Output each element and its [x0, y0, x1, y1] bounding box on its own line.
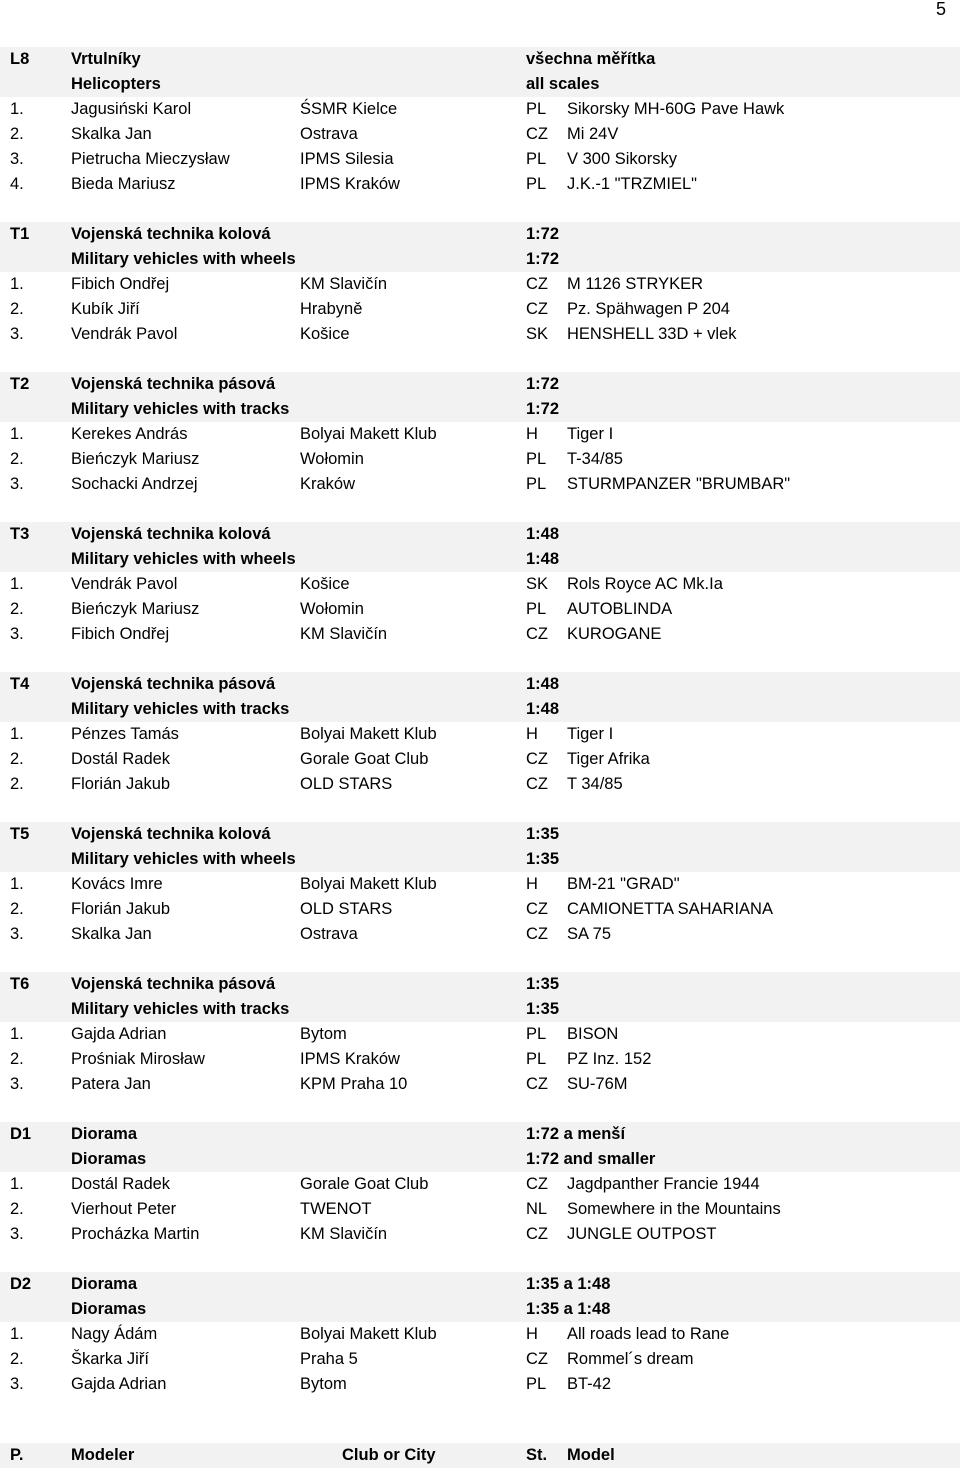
- result-place: 2.: [10, 450, 24, 468]
- result-place: 2.: [10, 900, 24, 918]
- result-country: PL: [526, 175, 547, 193]
- result-row: [0, 922, 960, 947]
- result-country: SK: [526, 575, 549, 593]
- result-row: [0, 722, 960, 747]
- result-club: Košice: [300, 325, 350, 343]
- result-country: H: [526, 875, 538, 893]
- category-title-cz: Vrtulníky: [71, 50, 141, 68]
- result-model: M 1126 STRYKER: [567, 275, 704, 293]
- result-model: T-34/85: [567, 450, 623, 468]
- category-title-cz: Vojenská technika kolová: [71, 825, 271, 843]
- result-modeler: Kovács Imre: [71, 875, 163, 893]
- result-place: 3.: [10, 625, 24, 643]
- result-modeler: Vierhout Peter: [71, 1200, 177, 1218]
- result-club: IPMS Kraków: [300, 175, 400, 193]
- result-modeler: Skalka Jan: [71, 925, 152, 943]
- category-scale-cz: 1:72 a menší: [526, 1125, 626, 1143]
- result-club: OLD STARS: [300, 775, 393, 793]
- result-place: 2.: [10, 300, 24, 318]
- category-title-en: Military vehicles with tracks: [71, 400, 290, 418]
- result-modeler: Bieńczyk Mariusz: [71, 450, 200, 468]
- category-subheader: [0, 547, 960, 572]
- legend-modeler: Modeler: [71, 1446, 135, 1464]
- category-code: T1: [10, 225, 30, 243]
- result-model: V 300 Sikorsky: [567, 150, 678, 168]
- category-title-en: Military vehicles with wheels: [71, 250, 296, 268]
- category-header: [0, 972, 960, 997]
- result-model: BISON: [567, 1025, 619, 1043]
- result-model: J.K.-1 "TRZMIEL": [567, 175, 697, 193]
- result-modeler: Gajda Adrian: [71, 1375, 167, 1393]
- result-country: CZ: [526, 750, 548, 768]
- result-country: PL: [526, 600, 547, 618]
- result-model: SA 75: [567, 925, 612, 943]
- category-code: T2: [10, 375, 30, 393]
- category-t6: [0, 972, 960, 1097]
- result-country: H: [526, 725, 538, 743]
- result-model: Mi 24V: [567, 125, 619, 143]
- result-place: 4.: [10, 175, 24, 193]
- result-club: KM Slavičín: [300, 625, 388, 643]
- result-modeler: Fibich Ondřej: [71, 275, 170, 293]
- category-subheader: [0, 1297, 960, 1322]
- result-club: KM Slavičín: [300, 1225, 388, 1243]
- category-scale-cz: 1:48: [526, 675, 560, 693]
- result-row: [0, 1072, 960, 1097]
- result-modeler: Bieńczyk Mariusz: [71, 600, 200, 618]
- category-scale-cz: 1:48: [526, 525, 560, 543]
- result-club: Bolyai Makett Klub: [300, 725, 437, 743]
- result-modeler: Jagusiński Karol: [71, 100, 192, 118]
- result-country: CZ: [526, 625, 548, 643]
- result-model: CAMIONETTA SAHARIANA: [567, 900, 773, 918]
- result-model: SU-76M: [567, 1075, 628, 1093]
- result-row: [0, 1047, 960, 1072]
- result-model: PZ Inz. 152: [567, 1050, 652, 1068]
- category-title-cz: Vojenská technika pásová: [71, 675, 276, 693]
- result-modeler: Sochacki Andrzej: [71, 475, 198, 493]
- category-scale-en: 1:48: [526, 700, 560, 718]
- result-place: 1.: [10, 1325, 24, 1343]
- legend-model: Model: [567, 1446, 615, 1464]
- result-row: [0, 1372, 960, 1397]
- result-place: 3.: [10, 1375, 24, 1393]
- category-t2: [0, 372, 960, 497]
- category-title-cz: Vojenská technika kolová: [71, 225, 271, 243]
- result-row: [0, 147, 960, 172]
- result-place: 3.: [10, 150, 24, 168]
- result-country: CZ: [526, 300, 548, 318]
- category-t4: [0, 672, 960, 797]
- result-modeler: Vendrák Pavol: [71, 575, 178, 593]
- category-header: [0, 222, 960, 247]
- result-row: [0, 747, 960, 772]
- result-modeler: Prośniak Mirosław: [71, 1050, 205, 1068]
- result-club: Ostrava: [300, 125, 358, 143]
- result-model: All roads lead to Rane: [567, 1325, 730, 1343]
- result-club: Hrabyně: [300, 300, 363, 318]
- category-subheader: [0, 697, 960, 722]
- result-club: OLD STARS: [300, 900, 393, 918]
- result-club: Gorale Goat Club: [300, 750, 429, 768]
- category-scale-cz: 1:35 a 1:48: [526, 1275, 611, 1293]
- result-modeler: Dostál Radek: [71, 750, 171, 768]
- result-country: CZ: [526, 775, 548, 793]
- category-title-en: Military vehicles with tracks: [71, 700, 290, 718]
- result-row: [0, 1222, 960, 1247]
- result-club: Wołomin: [300, 450, 364, 468]
- result-model: BT-42: [567, 1375, 612, 1393]
- category-title-cz: Diorama: [71, 1275, 138, 1293]
- page-number: 5: [936, 0, 947, 19]
- result-club: Bolyai Makett Klub: [300, 875, 437, 893]
- result-place: 2.: [10, 125, 24, 143]
- category-scale-en: 1:35: [526, 850, 560, 868]
- result-club: Bytom: [300, 1375, 347, 1393]
- category-d2: [0, 1272, 960, 1397]
- category-l8: [0, 47, 960, 197]
- result-club: KPM Praha 10: [300, 1075, 408, 1093]
- result-place: 1.: [10, 725, 24, 743]
- result-country: PL: [526, 475, 547, 493]
- result-country: CZ: [526, 900, 548, 918]
- result-modeler: Vendrák Pavol: [71, 325, 178, 343]
- result-place: 1.: [10, 100, 24, 118]
- result-model: AUTOBLINDA: [567, 600, 673, 618]
- result-model: Sikorsky MH-60G Pave Hawk: [567, 100, 785, 118]
- result-model: Somewhere in the Mountains: [567, 1200, 781, 1218]
- result-modeler: Pietrucha Mieczysław: [71, 150, 230, 168]
- result-modeler: Pénzes Tamás: [71, 725, 179, 743]
- result-country: CZ: [526, 1225, 548, 1243]
- result-model: KUROGANE: [567, 625, 662, 643]
- category-subheader: [0, 397, 960, 422]
- result-row: [0, 1197, 960, 1222]
- result-row: [0, 172, 960, 197]
- category-code: D1: [10, 1125, 32, 1143]
- result-model: Pz. Spähwagen P 204: [567, 300, 730, 318]
- category-title-cz: Vojenská technika pásová: [71, 975, 276, 993]
- result-place: 2.: [10, 1200, 24, 1218]
- result-place: 1.: [10, 275, 24, 293]
- result-model: Rols Royce AC Mk.Ia: [567, 575, 723, 593]
- result-country: CZ: [526, 125, 548, 143]
- result-country: CZ: [526, 1350, 548, 1368]
- category-scale-en: 1:72 and smaller: [526, 1150, 656, 1168]
- result-place: 1.: [10, 1025, 24, 1043]
- category-header: [0, 822, 960, 847]
- category-title-cz: Diorama: [71, 1125, 138, 1143]
- result-club: Košice: [300, 575, 350, 593]
- result-model: Rommel´s dream: [567, 1350, 694, 1368]
- result-row: [0, 1322, 960, 1347]
- category-t5: [0, 822, 960, 947]
- legend-club: Club or City: [342, 1446, 436, 1464]
- category-subheader: [0, 997, 960, 1022]
- result-place: 2.: [10, 1050, 24, 1068]
- result-club: IPMS Silesia: [300, 150, 394, 168]
- result-country: H: [526, 425, 538, 443]
- result-club: Gorale Goat Club: [300, 1175, 429, 1193]
- legend-state: St.: [526, 1446, 548, 1464]
- result-model: HENSHELL 33D + vlek: [567, 325, 737, 343]
- result-row: [0, 872, 960, 897]
- result-country: CZ: [526, 1175, 548, 1193]
- category-title-en: Military vehicles with wheels: [71, 850, 296, 868]
- result-model: T 34/85: [567, 775, 623, 793]
- category-d1: [0, 1122, 960, 1247]
- result-club: IPMS Kraków: [300, 1050, 400, 1068]
- result-model: Tiger I: [567, 425, 614, 443]
- category-header: [0, 672, 960, 697]
- result-modeler: Procházka Martin: [71, 1225, 200, 1243]
- result-model: JUNGLE OUTPOST: [567, 1225, 717, 1243]
- category-subheader: [0, 847, 960, 872]
- result-place: 3.: [10, 475, 24, 493]
- category-subheader: [0, 247, 960, 272]
- result-place: 3.: [10, 925, 24, 943]
- category-code: T3: [10, 525, 30, 543]
- result-place: 3.: [10, 325, 24, 343]
- result-modeler: Florián Jakub: [71, 900, 171, 918]
- category-title-en: Military vehicles with tracks: [71, 1000, 290, 1018]
- result-country: PL: [526, 100, 547, 118]
- category-scale-en: 1:35: [526, 1000, 560, 1018]
- column-legend: [0, 1443, 960, 1468]
- category-scale-en: 1:48: [526, 550, 560, 568]
- result-row: [0, 272, 960, 297]
- category-code: L8: [10, 50, 30, 68]
- category-code: D2: [10, 1275, 32, 1293]
- result-club: TWENOT: [300, 1200, 372, 1218]
- result-place: 3.: [10, 1225, 24, 1243]
- result-country: PL: [526, 1375, 547, 1393]
- category-scale-cz: 1:35: [526, 975, 560, 993]
- results-list: [0, 47, 960, 1422]
- result-country: SK: [526, 325, 549, 343]
- result-club: Kraków: [300, 475, 356, 493]
- category-scale-cz: 1:35: [526, 825, 560, 843]
- result-row: [0, 322, 960, 347]
- result-place: 2.: [10, 750, 24, 768]
- category-title-en: Military vehicles with wheels: [71, 550, 296, 568]
- result-row: [0, 422, 960, 447]
- result-row: [0, 1022, 960, 1047]
- category-code: T4: [10, 675, 30, 693]
- category-header: [0, 1122, 960, 1147]
- result-row: [0, 472, 960, 497]
- result-row: [0, 447, 960, 472]
- category-t3: [0, 522, 960, 647]
- result-model: Tiger Afrika: [567, 750, 650, 768]
- result-row: [0, 1347, 960, 1372]
- category-scale-cz: 1:72: [526, 225, 560, 243]
- result-club: ŚSMR Kielce: [300, 100, 398, 118]
- result-model: STURMPANZER "BRUMBAR": [567, 475, 791, 493]
- result-place: 2.: [10, 1350, 24, 1368]
- result-club: Bytom: [300, 1025, 347, 1043]
- result-row: [0, 297, 960, 322]
- result-place: 3.: [10, 1075, 24, 1093]
- result-club: Ostrava: [300, 925, 358, 943]
- category-scale-en: 1:35 a 1:48: [526, 1300, 611, 1318]
- category-scale-en: all scales: [526, 75, 600, 93]
- result-modeler: Nagy Ádám: [71, 1325, 158, 1343]
- category-subheader: [0, 72, 960, 97]
- result-row: [0, 122, 960, 147]
- result-club: Praha 5: [300, 1350, 358, 1368]
- result-row: [0, 572, 960, 597]
- result-modeler: Škarka Jiří: [71, 1350, 149, 1368]
- result-club: KM Slavičín: [300, 275, 388, 293]
- category-scale-cz: 1:72: [526, 375, 560, 393]
- category-scale-cz: všechna měřítka: [526, 50, 656, 68]
- legend-place: P.: [10, 1446, 24, 1464]
- result-place: 1.: [10, 1175, 24, 1193]
- category-code: T5: [10, 825, 30, 843]
- result-club: Wołomin: [300, 600, 364, 618]
- result-row: [0, 772, 960, 797]
- category-title-en: Dioramas: [71, 1150, 147, 1168]
- result-model: Jagdpanther Francie 1944: [567, 1175, 760, 1193]
- result-club: Bolyai Makett Klub: [300, 425, 437, 443]
- result-club: Bolyai Makett Klub: [300, 1325, 437, 1343]
- category-title-cz: Vojenská technika pásová: [71, 375, 276, 393]
- category-t1: [0, 222, 960, 347]
- result-country: PL: [526, 1050, 547, 1068]
- result-country: H: [526, 1325, 538, 1343]
- result-country: CZ: [526, 275, 548, 293]
- result-place: 1.: [10, 425, 24, 443]
- result-country: NL: [526, 1200, 548, 1218]
- result-modeler: Fibich Ondřej: [71, 625, 170, 643]
- result-modeler: Kerekes András: [71, 425, 188, 443]
- result-row: [0, 1172, 960, 1197]
- category-header: [0, 522, 960, 547]
- result-modeler: Florián Jakub: [71, 775, 171, 793]
- result-row: [0, 597, 960, 622]
- result-modeler: Skalka Jan: [71, 125, 152, 143]
- result-model: BM-21 "GRAD": [567, 875, 680, 893]
- result-row: [0, 97, 960, 122]
- result-country: CZ: [526, 1075, 548, 1093]
- result-modeler: Dostál Radek: [71, 1175, 171, 1193]
- result-model: Tiger I: [567, 725, 614, 743]
- category-scale-en: 1:72: [526, 400, 560, 418]
- category-subheader: [0, 1147, 960, 1172]
- category-scale-en: 1:72: [526, 250, 560, 268]
- result-country: PL: [526, 1025, 547, 1043]
- result-country: CZ: [526, 925, 548, 943]
- result-modeler: Bieda Mariusz: [71, 175, 176, 193]
- result-place: 2.: [10, 600, 24, 618]
- category-code: T6: [10, 975, 30, 993]
- result-place: 2.: [10, 775, 24, 793]
- result-country: PL: [526, 450, 547, 468]
- category-title-en: Helicopters: [71, 75, 161, 93]
- result-modeler: Patera Jan: [71, 1075, 151, 1093]
- result-modeler: Gajda Adrian: [71, 1025, 167, 1043]
- result-country: PL: [526, 150, 547, 168]
- result-place: 1.: [10, 875, 24, 893]
- result-place: 1.: [10, 575, 24, 593]
- category-header: [0, 1272, 960, 1297]
- category-header: [0, 47, 960, 72]
- category-title-en: Dioramas: [71, 1300, 147, 1318]
- result-modeler: Kubík Jiří: [71, 300, 140, 318]
- result-row: [0, 897, 960, 922]
- category-header: [0, 372, 960, 397]
- category-title-cz: Vojenská technika kolová: [71, 525, 271, 543]
- result-row: [0, 622, 960, 647]
